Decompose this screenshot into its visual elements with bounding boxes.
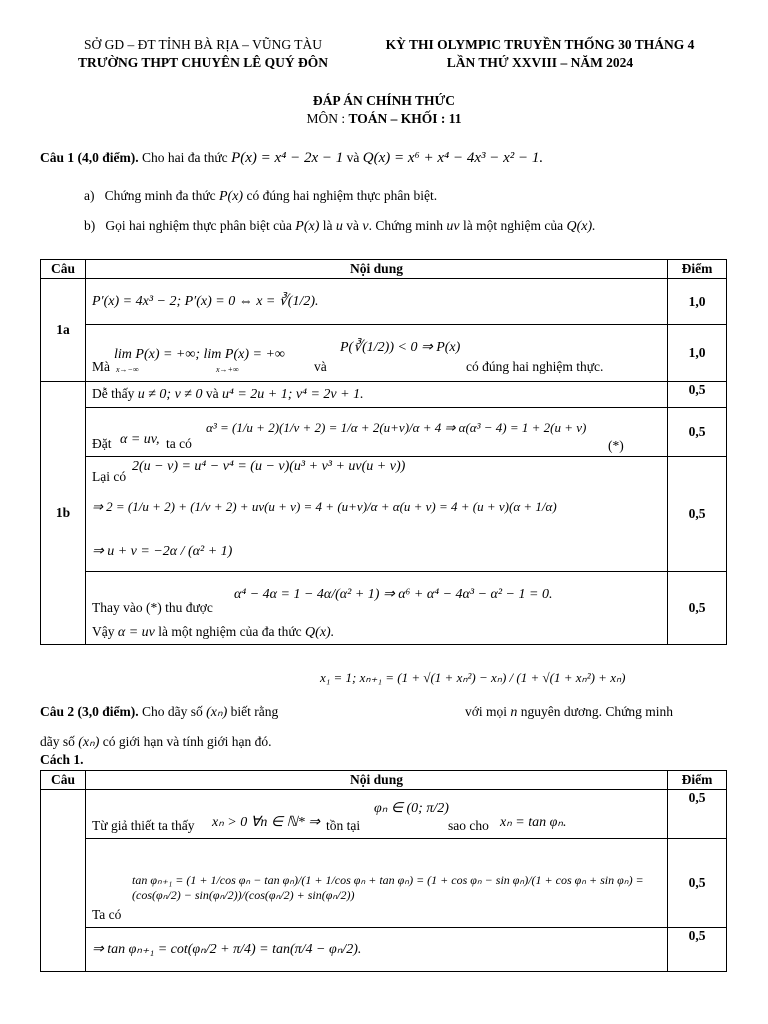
phi-interval: φₙ ∈ (0; π/2) [374, 801, 449, 816]
row-score: 0,5 [668, 790, 727, 839]
table-row [41, 279, 727, 325]
part-b-text5: là một nghiệm của [459, 218, 567, 233]
question2-formula [320, 670, 626, 686]
p-cube-root-formula: P(∛(1/2)) < 0 ⇒ P(x) [340, 340, 461, 355]
table-row [41, 382, 727, 408]
text-va: và [314, 359, 327, 374]
part-b-v: v [362, 219, 369, 234]
method-label: Cách 1. [40, 752, 84, 767]
text-ton-tai: tồn tại [326, 818, 361, 833]
part-b-label: b) [84, 218, 96, 233]
text-vay: Vậy [92, 624, 118, 639]
part-b-uv: uv [446, 219, 460, 234]
part-b-text3: và [342, 218, 363, 233]
text-de-thay: Dễ thấy [92, 386, 138, 401]
row-score: 0,5 [668, 457, 727, 572]
text-lai-co: Lại có [92, 469, 127, 484]
table-header-row [41, 260, 727, 279]
exam-header [350, 36, 730, 72]
answer-table-2 [40, 770, 727, 972]
q2-sequence: (xₙ) [206, 705, 228, 720]
alpha-uv: α = uv [117, 625, 155, 640]
q2-text3: với mọi [461, 704, 511, 719]
row-label-1b: 1b [41, 382, 86, 645]
subject-prefix: MÔN : [306, 111, 349, 126]
row-content [86, 325, 668, 382]
part-b-text4: . Chứng minh [368, 218, 447, 233]
table-row [41, 457, 727, 572]
school-header [38, 36, 368, 72]
part-b-text: Gọi hai nghiệm thực phân biệt của [105, 218, 296, 233]
col-header-noidung: Nội dung [86, 260, 668, 279]
text-conclusion: có đúng hai nghiệm thực. [466, 359, 604, 374]
nonzero-condition: u ≠ 0; v ≠ 0 [137, 387, 203, 402]
limit-formula: lim P(x) = +∞; lim P(x) = +∞ [114, 347, 285, 362]
tan-recurrence: tan φₙ₊₁ = (1 + 1/cos φₙ − tan φₙ)/(1 + 1/cos φₙ + tan φₙ) = (1 + cos φₙ − sin φₙ)/(1 + cos φₙ + sin φₙ) = (cos(φₙ/2) − sin(φₙ/2))/(cos(φₙ/2) + sin(φₙ/2)) [132, 873, 644, 902]
row-content [86, 790, 668, 839]
part-a-text: Chứng minh đa thức [104, 188, 219, 203]
table-row [41, 572, 727, 645]
row-score: 0,5 [668, 382, 727, 408]
sum-identity: ⇒ 2 = (1/u + 2) + (1/v + 2) + uv(u + v) = 4 + (u+v)/α + α(u + v) = 4 + (u + v)(α + 1/α) [92, 499, 557, 514]
row-content [86, 572, 668, 645]
exam-edition: LẦN THỨ XXVIII – NĂM 2024 [446, 55, 634, 70]
text-ma: Mà [92, 359, 110, 374]
q2-text4: nguyên dương. Chứng minh [517, 704, 674, 719]
text-sao-cho: sao cho [448, 818, 489, 833]
row-score: 1,0 [668, 325, 727, 382]
row-content [86, 408, 668, 457]
question1-statement [40, 150, 543, 167]
question1-part-b [84, 218, 596, 235]
positivity-condition: xₙ > 0 ∀n ∈ ℕ* ⇒ [212, 815, 320, 830]
alpha-definition: α = uv, [120, 432, 160, 447]
table-row [41, 790, 727, 839]
col-header-noidung: Nội dung [86, 771, 668, 790]
q1-poly-p: P(x) = x⁴ − 2x − 1 [231, 150, 344, 166]
text-dat: Đặt [92, 436, 112, 451]
final-equation: α⁴ − 4α = 1 − 4α/(α² + 1) ⇒ α⁶ + α⁴ − 4α³ − α² − 1 = 0. [234, 587, 553, 602]
table-row [41, 839, 727, 928]
part-b-qx: Q(x). [566, 219, 596, 234]
row-content [86, 457, 668, 572]
conclusion-line [92, 624, 334, 641]
star-mark: (*) [608, 438, 624, 453]
text-la-nghiem: là một nghiệm của đa thức [154, 624, 306, 639]
table-row [41, 408, 727, 457]
row-score: 1,0 [668, 279, 727, 325]
exam-name: KỲ THI OLYMPIC TRUYỀN THỐNG 30 THÁNG 4 [385, 37, 695, 52]
q1-and: và [343, 150, 363, 165]
derivative-formula: P′(x) = 4x³ − 2; P′(x) = 0 ⇔ x = ∛(1/2). [92, 294, 319, 309]
table-row [41, 325, 727, 382]
row-score: 0,5 [668, 408, 727, 457]
col-header-diem: Điểm [668, 260, 727, 279]
q2-n: n [510, 705, 518, 720]
school-name: TRƯỜNG THPT CHUYÊN LÊ QUÝ ĐÔN [78, 55, 328, 70]
cot-identity: ⇒ tan φₙ₊₁ = cot(φₙ/2 + π/4) = tan(π/4 − φₙ/2). [92, 942, 362, 957]
part-b-text2: là [319, 218, 336, 233]
col-header-cau: Câu [41, 771, 86, 790]
q2-line2-sequence: (xₙ) [78, 735, 100, 750]
q2-text1: Cho dãy số [138, 704, 207, 719]
part-b-px: P(x) [295, 219, 320, 234]
table-row [41, 928, 727, 972]
row-content [86, 928, 668, 972]
text-va: và [202, 386, 222, 401]
part-a-label: a) [84, 188, 95, 203]
row-label-empty [41, 790, 86, 972]
text-thay-vao: Thay vào (*) thu được [92, 600, 213, 615]
q-of-x: Q(x). [305, 625, 335, 640]
tan-substitution: xₙ = tan φₙ. [500, 815, 567, 830]
part-b-u: u [335, 219, 343, 234]
row-content [86, 839, 668, 928]
question1-part-a [84, 188, 437, 205]
part-a-text2: có đúng hai nghiệm thực phân biệt. [243, 188, 438, 203]
question2-statement [40, 704, 673, 721]
question2-statement-line2 [40, 734, 272, 751]
text-ta-co: Ta có [92, 907, 122, 922]
u-plus-v-result: ⇒ u + v = −2α / (α² + 1) [92, 544, 233, 559]
limit-sub-1: x→−∞ [116, 365, 139, 374]
q2-line2-text1: dãy số [40, 734, 79, 749]
q2-text2: biết rằng [227, 704, 282, 719]
row-score: 0,5 [668, 839, 727, 928]
limit-sub-2: x→+∞ [216, 365, 239, 374]
question1-label: Câu 1 (4,0 điểm). [40, 150, 139, 165]
col-header-cau: Câu [41, 260, 86, 279]
root-equations: u⁴ = 2u + 1; v⁴ = 2v + 1. [221, 387, 364, 402]
text-ta-co: ta có [166, 436, 192, 451]
sequence-recurrence: x₁ = 1; xₙ₊₁ = (1 + √(1 + xₙ²) − xₙ) / (1 + √(1 + xₙ²) + xₙ) [320, 670, 626, 685]
title-line1: ĐÁP ÁN CHÍNH THỨC [312, 93, 456, 108]
q2-line2-text2: có giới hạn và tính giới hạn đó. [99, 734, 272, 749]
alpha-cubed-identity: α³ = (1/u + 2)(1/v + 2) = 1/α + 2(u+v)/α + 4 ⇒ α(α³ − 4) = 1 + 2(u + v) [206, 420, 587, 435]
part-a-px: P(x) [219, 189, 244, 204]
difference-identity: 2(u − v) = u⁴ − v⁴ = (u − v)(u³ + v³ + uv(u + v)) [132, 459, 406, 474]
subject-grade: TOÁN – KHỐI : 11 [348, 111, 462, 126]
department-name: SỞ GD – ĐT TỈNH BÀ RỊA – VŨNG TÀU [84, 37, 322, 52]
q1-poly-q: Q(x) = x⁶ + x⁴ − 4x³ − x² − 1. [362, 150, 544, 166]
table-header-row [41, 771, 727, 790]
col-header-diem: Điểm [668, 771, 727, 790]
row-content [86, 382, 668, 408]
row-label-1a: 1a [41, 279, 86, 382]
question2-label: Câu 2 (3,0 điểm). [40, 704, 139, 719]
answer-table-1 [40, 259, 727, 645]
row-content [86, 279, 668, 325]
row-score: 0,5 [668, 928, 727, 972]
text-tu-gia-thiet: Từ giả thiết ta thấy [92, 818, 195, 833]
document-title [0, 92, 768, 128]
q1-text: Cho hai đa thức [138, 150, 232, 165]
title-line2 [0, 110, 768, 128]
row-score: 0,5 [668, 572, 727, 645]
